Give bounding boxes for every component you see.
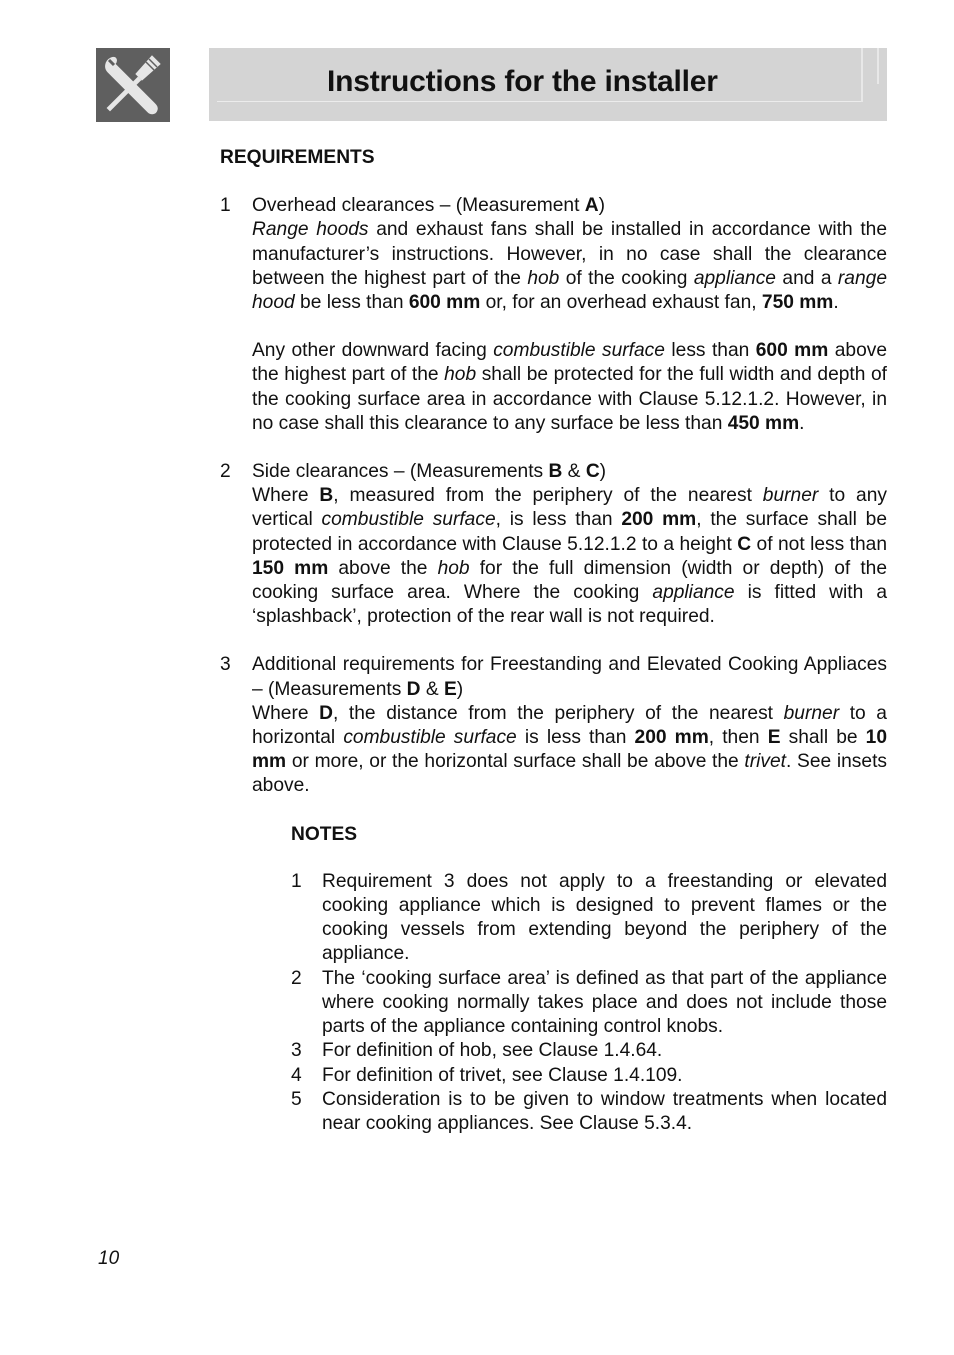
requirement-number: 2 bbox=[220, 461, 231, 483]
note-item bbox=[291, 1064, 887, 1088]
requirement-number: 1 bbox=[220, 195, 231, 217]
requirement-paragraph: Range hoods and exhaust fans shall be installed in accordance with the manufacturer’s instructions. However, in no case shall the clearance between the highest part of the hob of the cooking appliance and a range hood be less than 600 mm or, for an overhead exhaust fan, 750 mm. bbox=[252, 219, 888, 314]
main-content bbox=[220, 146, 887, 1136]
requirement-paragraph: Any other downward facing combustible surface less than 600 mm above the highest part of the hob shall be protected for the full width and depth of the cooking surface area in accordance with Clause 5.12.1.2. However, in no case shall this clearance to any surface be less than 450 mm. bbox=[252, 340, 888, 434]
page-number: 10 bbox=[98, 1248, 120, 1269]
tools-logo bbox=[96, 48, 170, 122]
header-divider bbox=[217, 101, 863, 102]
wrench-screwdriver-icon bbox=[96, 48, 170, 122]
notes-section bbox=[291, 823, 887, 1136]
note-text: Requirement 3 does not apply to a freestanding or elevated cooking appliance which is designed to prevent flames or the cooking vessels from extending beyond the periphery of the appliance. bbox=[322, 870, 887, 965]
requirement-item bbox=[220, 194, 887, 436]
note-number: 4 bbox=[291, 1064, 302, 1086]
requirements-list bbox=[220, 194, 887, 798]
requirement-paragraph: Where D, the distance from the periphery of the nearest burner to a horizontal combustible surface is less than 200 mm, then E shall be 10 mm or more, or the horizontal surface shall be above the trivet. See insets above. bbox=[252, 702, 887, 797]
requirement-number: 3 bbox=[220, 654, 231, 676]
requirement-paragraph: Where B, measured from the periphery of the nearest burner to any vertical combustible surface, is less than 200 mm, the surface shall be protected in accordance with Clause 5.12.1.2 to a height C of not less than 150 mm above the hob for the full dimension (width or depth) of the cooking surface area. Where the cooking appliance is fitted with a ‘splashback’, protection of the rear wall is not required. bbox=[252, 485, 888, 628]
section-heading: REQUIREMENTS bbox=[220, 147, 375, 168]
note-text: Consideration is to be given to window treatments when located near cooking appliances. See Clause 5.3.4. bbox=[322, 1088, 887, 1134]
note-item bbox=[291, 1088, 887, 1136]
note-item bbox=[291, 870, 887, 967]
note-number: 5 bbox=[291, 1088, 302, 1110]
notes-heading: NOTES bbox=[291, 823, 358, 845]
note-number: 1 bbox=[291, 870, 302, 892]
requirement-item bbox=[220, 460, 887, 629]
requirement-body bbox=[252, 653, 887, 798]
requirement-title: Side clearances – (Measurements B & C) bbox=[252, 461, 607, 483]
note-number: 3 bbox=[291, 1040, 302, 1062]
notes-list bbox=[291, 870, 887, 1136]
note-text: For definition of hob, see Clause 1.4.64. bbox=[322, 1040, 663, 1062]
requirement-title: Additional requirements for Freestanding and Elevated Cooking Appliaces – (Measurements D & E) bbox=[252, 654, 887, 700]
header-edge bbox=[861, 48, 863, 102]
requirement-body bbox=[252, 460, 887, 629]
page-title: Instructions for the installer bbox=[327, 65, 718, 98]
note-text: The ‘cooking surface area’ is defined as that part of the appliance where cooking normally takes place and does not include those parts of the appliance containing control knobs. bbox=[322, 967, 887, 1038]
requirement-item bbox=[220, 653, 887, 798]
header-edge bbox=[877, 48, 879, 84]
note-number: 2 bbox=[291, 967, 302, 989]
note-item bbox=[291, 967, 887, 1040]
note-item bbox=[291, 1039, 887, 1063]
note-text: For definition of trivet, see Clause 1.4.109. bbox=[322, 1064, 683, 1086]
requirement-body bbox=[252, 194, 887, 436]
requirement-title: Overhead clearances – (Measurement A) bbox=[252, 195, 605, 217]
header-bar bbox=[209, 48, 887, 121]
